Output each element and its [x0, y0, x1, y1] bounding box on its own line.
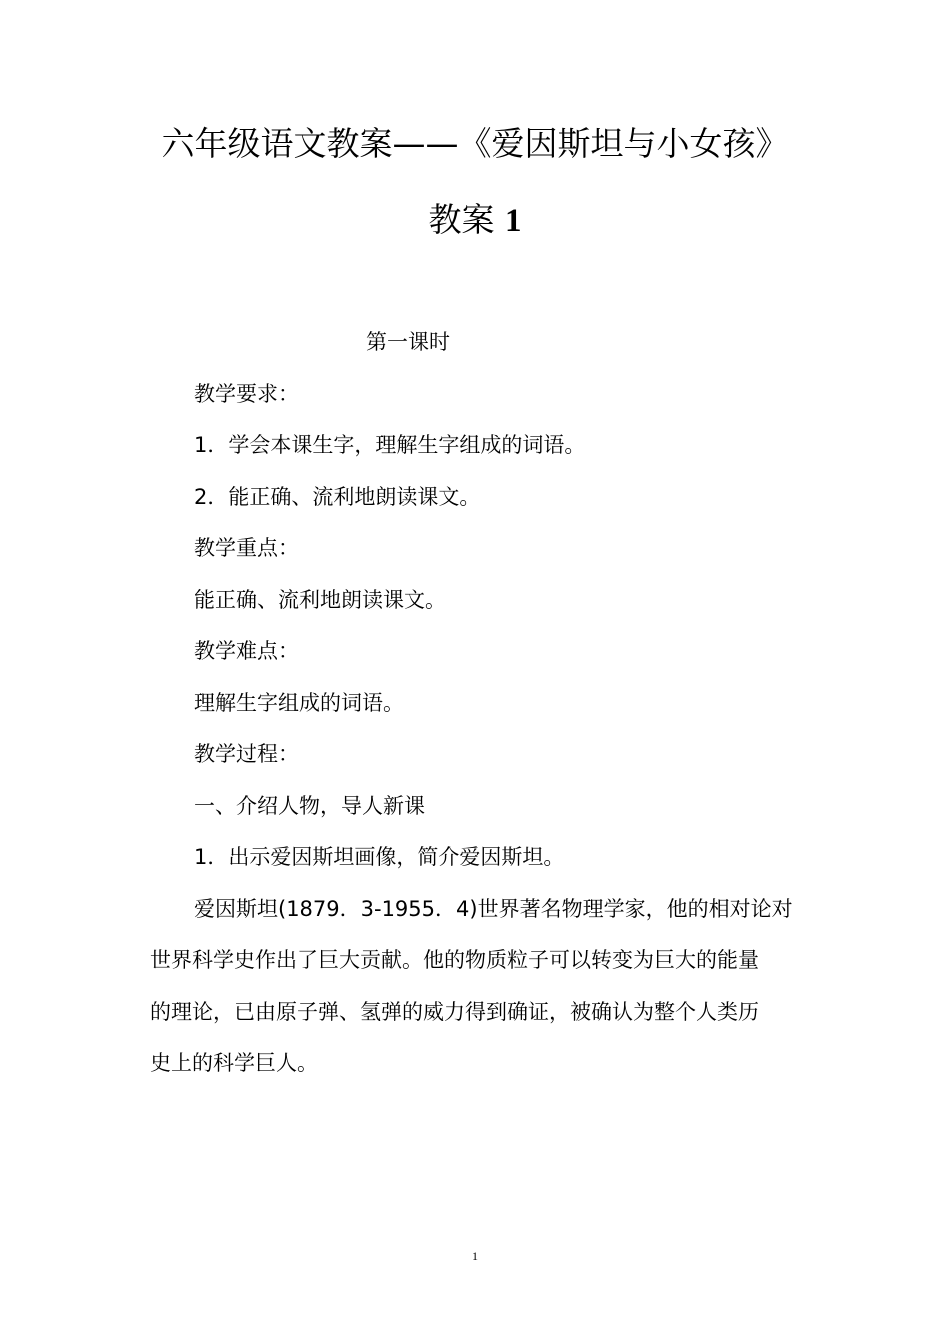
paragraph-line-1: 爱因斯坦(1879．3-1955．4)世界著名物理学家，他的相对论对: [194, 897, 793, 921]
document-title-line-2: [0, 200, 950, 241]
key-point-heading: 教学重点：: [194, 536, 299, 560]
difficulty-heading: 教学难点：: [194, 639, 299, 663]
page-number: 1: [472, 1249, 478, 1263]
document-title-line-1: 六年级语文教案——《爱因斯坦与小女孩》: [161, 124, 789, 163]
paragraph-line-2: 世界科学史作出了巨大贡献。他的物质粒子可以转变为巨大的能量: [150, 948, 759, 972]
title-text: 教案: [428, 200, 495, 239]
requirement-item-1: 1．学会本课生字，理解生字组成的词语。: [194, 433, 586, 457]
key-point-text: 能正确、流利地朗读课文。: [194, 588, 446, 612]
requirement-item-2: 2．能正确、流利地朗读课文。: [194, 485, 481, 509]
step-one-item-1: 1．出示爱因斯坦画像，简介爱因斯坦。: [194, 845, 565, 869]
paragraph-line-4: 史上的科学巨人。: [150, 1051, 318, 1075]
paragraph-line-3: 的理论，已由原子弹、氢弹的威力得到确证，被确认为整个人类历: [150, 1000, 759, 1024]
title-number: 1: [505, 203, 522, 239]
process-heading: 教学过程：: [194, 742, 299, 766]
step-one-heading: 一、介绍人物，导人新课: [194, 794, 425, 818]
requirements-heading: 教学要求：: [194, 382, 299, 406]
difficulty-text: 理解生字组成的词语。: [194, 691, 404, 715]
section-title: 第一课时: [366, 330, 450, 354]
